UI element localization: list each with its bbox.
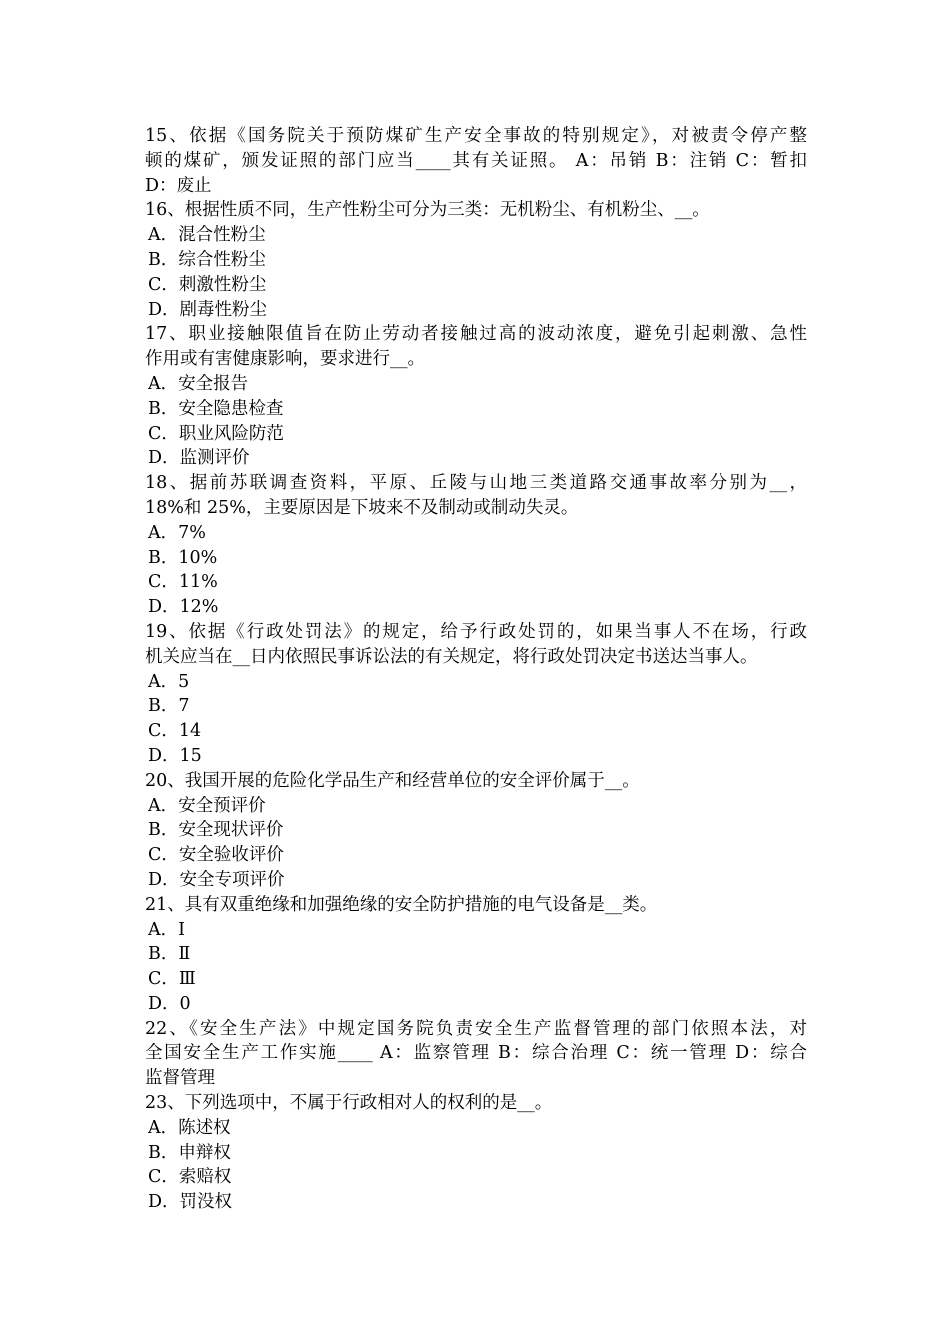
question-stem: 23、下列选项中，不属于行政相对人的权利的是__。 xyxy=(145,1093,553,1114)
question-stem-continued: 机关应当在__日内依照民事诉讼法的有关规定，将行政处罚决定书送达当事人。 xyxy=(145,646,758,667)
question-stem: 16、根据性质不同，生产性粉尘可分为三类：无机粉尘、有机粉尘、__。 xyxy=(145,200,710,221)
question-stem-continued: 18%和 25%，主要原因是下坡来不及制动或制动失灵。 xyxy=(145,497,579,518)
answer-option: A．安全预评价 xyxy=(148,795,266,816)
question-block xyxy=(145,322,807,471)
question-stem-continued: D：废止 xyxy=(145,175,212,196)
question-stem: 20、我国开展的危险化学品生产和经营单位的安全评价属于__。 xyxy=(145,770,640,791)
question-stem-continued: 顿的煤矿，颁发证照的部门应当____其有关证照。 A：吊销 B：注销 C：暂扣 xyxy=(145,150,807,171)
answer-option: C．安全验收评价 xyxy=(148,845,284,866)
answer-option: C．刺激性粉尘 xyxy=(148,274,267,295)
answer-option: C．索赔权 xyxy=(148,1167,232,1188)
answer-option: A．Ⅰ xyxy=(148,919,186,940)
question-block xyxy=(145,124,807,198)
answer-option: B．安全现状评价 xyxy=(148,820,284,841)
answer-option: C．11% xyxy=(148,572,218,593)
answer-option: D．12% xyxy=(148,597,219,618)
answer-option: A．混合性粉尘 xyxy=(148,225,266,246)
answer-option: D．罚没权 xyxy=(148,1192,233,1213)
question-list xyxy=(145,124,807,1215)
question-block xyxy=(145,893,807,1017)
question-stem-continued: 作用或有害健康影响，要求进行__。 xyxy=(145,349,425,370)
answer-option: D．15 xyxy=(148,745,202,766)
answer-option: A．7% xyxy=(148,522,206,543)
question-stem: 19、依据《行政处罚法》的规定，给予行政处罚的，如果当事人不在场，行政 xyxy=(145,621,807,642)
answer-option: B．综合性粉尘 xyxy=(148,249,266,270)
question-block xyxy=(145,1017,807,1091)
answer-option: C．Ⅲ xyxy=(148,969,196,990)
answer-option: B．安全隐患检查 xyxy=(148,398,284,419)
answer-option: B．Ⅱ xyxy=(148,944,191,965)
question-stem: 15、依据《国务院关于预防煤矿生产安全事故的特别规定》，对被责令停产整 xyxy=(145,126,807,146)
answer-option: B．10% xyxy=(148,547,218,568)
answer-option: C．职业风险防范 xyxy=(148,423,284,444)
question-block xyxy=(145,198,807,322)
question-block xyxy=(145,1091,807,1215)
question-stem: 22、《安全生产法》中规定国务院负责安全生产监督管理的部门依照本法，对 xyxy=(145,1018,807,1039)
answer-option: C．14 xyxy=(148,721,202,742)
question-stem: 18、据前苏联调查资料，平原、丘陵与山地三类道路交通事故率分别为__， xyxy=(145,473,807,494)
answer-option: A．陈述权 xyxy=(148,1117,231,1138)
answer-option: D．监测评价 xyxy=(148,448,250,469)
question-stem-continued: 监督管理 xyxy=(145,1068,215,1089)
question-stem: 17、职业接触限值旨在防止劳动者接触过高的波动浓度，避免引起刺激、急性 xyxy=(145,324,807,345)
answer-option: A．安全报告 xyxy=(148,373,249,394)
answer-option: D．0 xyxy=(148,993,191,1014)
question-stem: 21、具有双重绝缘和加强绝缘的安全防护措施的电气设备是__类。 xyxy=(145,894,658,915)
question-block xyxy=(145,620,807,769)
answer-option: B．申辩权 xyxy=(148,1142,231,1163)
answer-option: D．剧毒性粉尘 xyxy=(148,299,268,320)
question-block xyxy=(145,471,807,620)
answer-option: B．7 xyxy=(148,696,190,717)
answer-option: D．安全专项评价 xyxy=(148,869,285,890)
question-block xyxy=(145,769,807,893)
question-stem-continued: 全国安全生产工作实施____ A：监察管理 B：综合治理 C：统一管理 D：综合 xyxy=(145,1043,807,1064)
answer-option: A．5 xyxy=(148,671,190,692)
